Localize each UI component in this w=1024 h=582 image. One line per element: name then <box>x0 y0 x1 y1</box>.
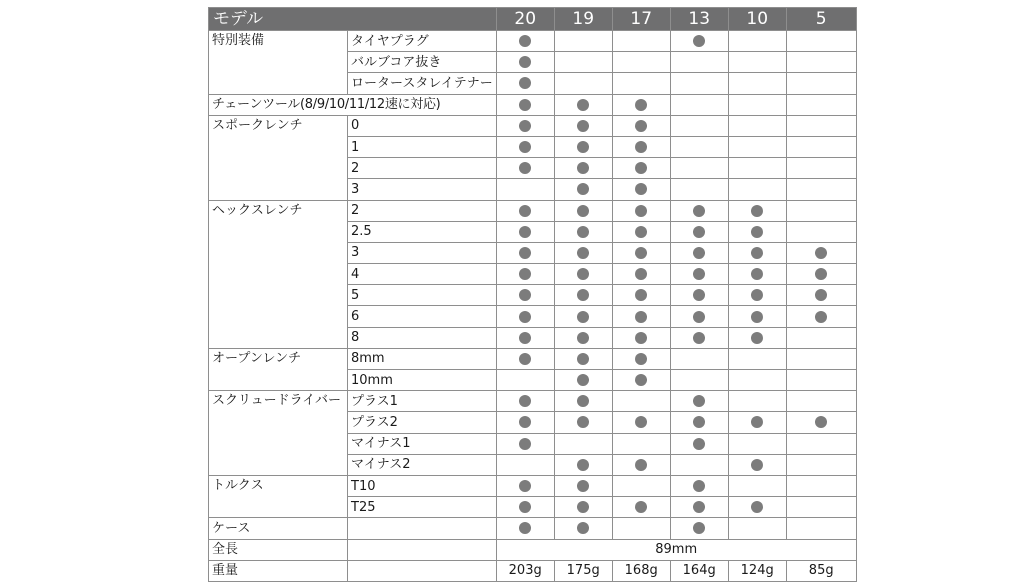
included-dot-icon <box>815 311 827 323</box>
model-cell-13 <box>670 179 728 200</box>
included-dot-icon <box>635 311 647 323</box>
model-cell-19 <box>554 31 612 52</box>
spec-row <box>209 115 857 136</box>
spec-table <box>208 7 857 582</box>
included-dot-icon <box>635 268 647 280</box>
included-dot-icon <box>635 183 647 195</box>
included-dot-icon <box>693 501 705 513</box>
included-dot-icon <box>751 289 763 301</box>
included-dot-icon <box>635 289 647 301</box>
included-dot-icon <box>693 332 705 344</box>
included-dot-icon <box>751 332 763 344</box>
included-dot-icon <box>519 77 531 89</box>
model-cell-10 <box>728 306 786 327</box>
included-dot-icon <box>693 480 705 492</box>
included-dot-icon <box>693 247 705 259</box>
model-cell-13 <box>670 200 728 221</box>
included-dot-icon <box>519 438 531 450</box>
model-cell-19 <box>554 94 612 115</box>
length-row <box>209 539 857 560</box>
model-20: 20 <box>496 8 554 31</box>
model-cell-19 <box>554 285 612 306</box>
subitem-label: 0 <box>348 115 497 136</box>
model-cell-13 <box>670 475 728 496</box>
model-cell-5 <box>786 179 856 200</box>
model-cell-20 <box>496 242 554 263</box>
model-cell-20 <box>496 475 554 496</box>
included-dot-icon <box>519 268 531 280</box>
included-dot-icon <box>815 247 827 259</box>
model-cell-10 <box>728 158 786 179</box>
included-dot-icon <box>519 501 531 513</box>
model-cell-13 <box>670 348 728 369</box>
included-dot-icon <box>815 268 827 280</box>
model-cell-20 <box>496 306 554 327</box>
included-dot-icon <box>577 162 589 174</box>
included-dot-icon <box>751 501 763 513</box>
included-dot-icon <box>635 247 647 259</box>
included-dot-icon <box>577 374 589 386</box>
model-cell-17 <box>612 454 670 475</box>
included-dot-icon <box>635 226 647 238</box>
model-cell-20 <box>496 348 554 369</box>
model-cell-20 <box>496 391 554 412</box>
model-cell-17 <box>612 412 670 433</box>
included-dot-icon <box>577 501 589 513</box>
model-cell-5 <box>786 52 856 73</box>
category-label: ケース <box>209 518 348 539</box>
model-cell-17 <box>612 348 670 369</box>
included-dot-icon <box>635 501 647 513</box>
model-cell-13 <box>670 242 728 263</box>
model-cell-17 <box>612 94 670 115</box>
model-cell-19 <box>554 475 612 496</box>
included-dot-icon <box>751 459 763 471</box>
subitem-label: 8mm <box>348 348 497 369</box>
model-cell-20 <box>496 221 554 242</box>
included-dot-icon <box>693 438 705 450</box>
category-label: チェーンツール(8/9/10/11/12速に対応) <box>209 94 497 115</box>
model-cell-5 <box>786 454 856 475</box>
model-cell-20 <box>496 327 554 348</box>
category-label: 特別装備 <box>209 31 348 95</box>
model-cell-20 <box>496 454 554 475</box>
included-dot-icon <box>693 416 705 428</box>
included-dot-icon <box>751 268 763 280</box>
model-cell-5 <box>786 264 856 285</box>
included-dot-icon <box>577 311 589 323</box>
model-cell-5 <box>786 433 856 454</box>
subitem-label: 3 <box>348 179 497 200</box>
model-cell-19 <box>554 454 612 475</box>
model-cell-19 <box>554 497 612 518</box>
model-cell-19 <box>554 348 612 369</box>
included-dot-icon <box>635 162 647 174</box>
included-dot-icon <box>577 353 589 365</box>
subitem-label: マイナス2 <box>348 454 497 475</box>
spec-row <box>209 94 857 115</box>
model-19: 19 <box>554 8 612 31</box>
model-cell-17 <box>612 242 670 263</box>
model-cell-5 <box>786 518 856 539</box>
included-dot-icon <box>635 374 647 386</box>
model-cell-13 <box>670 115 728 136</box>
model-cell-19 <box>554 179 612 200</box>
model-cell-10 <box>728 454 786 475</box>
model-cell-10 <box>728 136 786 157</box>
model-cell-19 <box>554 158 612 179</box>
model-cell-5 <box>786 94 856 115</box>
model-cell-13 <box>670 158 728 179</box>
included-dot-icon <box>519 353 531 365</box>
model-cell-13 <box>670 73 728 94</box>
model-cell-19 <box>554 242 612 263</box>
model-cell-20 <box>496 518 554 539</box>
model-cell-5 <box>786 475 856 496</box>
weight-10: 124g <box>728 560 786 581</box>
model-cell-13 <box>670 264 728 285</box>
model-cell-5 <box>786 200 856 221</box>
included-dot-icon <box>577 480 589 492</box>
model-cell-19 <box>554 52 612 73</box>
model-cell-17 <box>612 391 670 412</box>
included-dot-icon <box>635 99 647 111</box>
included-dot-icon <box>519 416 531 428</box>
model-cell-19 <box>554 518 612 539</box>
model-cell-5 <box>786 306 856 327</box>
included-dot-icon <box>577 459 589 471</box>
weight-17: 168g <box>612 560 670 581</box>
model-cell-13 <box>670 497 728 518</box>
model-cell-10 <box>728 412 786 433</box>
subitem-label: 2 <box>348 158 497 179</box>
model-cell-17 <box>612 327 670 348</box>
model-cell-17 <box>612 115 670 136</box>
included-dot-icon <box>693 35 705 47</box>
model-cell-20 <box>496 200 554 221</box>
included-dot-icon <box>693 289 705 301</box>
model-cell-5 <box>786 158 856 179</box>
included-dot-icon <box>519 395 531 407</box>
model-cell-19 <box>554 391 612 412</box>
subitem-label: 8 <box>348 327 497 348</box>
subitem-label: 6 <box>348 306 497 327</box>
spec-row <box>209 518 857 539</box>
model-cell-10 <box>728 327 786 348</box>
model-cell-17 <box>612 158 670 179</box>
included-dot-icon <box>635 205 647 217</box>
model-cell-20 <box>496 158 554 179</box>
model-13: 13 <box>670 8 728 31</box>
included-dot-icon <box>577 99 589 111</box>
model-cell-5 <box>786 285 856 306</box>
included-dot-icon <box>577 141 589 153</box>
included-dot-icon <box>519 99 531 111</box>
included-dot-icon <box>693 311 705 323</box>
subitem-label: 2.5 <box>348 221 497 242</box>
model-cell-5 <box>786 391 856 412</box>
model-cell-10 <box>728 348 786 369</box>
model-cell-5 <box>786 115 856 136</box>
model-cell-20 <box>496 31 554 52</box>
model-cell-5 <box>786 348 856 369</box>
header-model-label: モデル <box>209 8 497 31</box>
model-cell-10 <box>728 31 786 52</box>
model-cell-10 <box>728 179 786 200</box>
included-dot-icon <box>577 205 589 217</box>
subitem-label: 5 <box>348 285 497 306</box>
subitem-label: 3 <box>348 242 497 263</box>
included-dot-icon <box>519 247 531 259</box>
included-dot-icon <box>577 332 589 344</box>
included-dot-icon <box>519 522 531 534</box>
included-dot-icon <box>577 395 589 407</box>
included-dot-icon <box>577 522 589 534</box>
included-dot-icon <box>577 120 589 132</box>
included-dot-icon <box>751 311 763 323</box>
subitem-label: マイナス1 <box>348 433 497 454</box>
model-cell-10 <box>728 221 786 242</box>
model-cell-10 <box>728 391 786 412</box>
model-cell-5 <box>786 412 856 433</box>
model-cell-17 <box>612 221 670 242</box>
subitem-label: プラス1 <box>348 391 497 412</box>
included-dot-icon <box>519 480 531 492</box>
included-dot-icon <box>519 56 531 68</box>
model-cell-17 <box>612 264 670 285</box>
weight-5: 85g <box>786 560 856 581</box>
included-dot-icon <box>693 395 705 407</box>
model-cell-20 <box>496 433 554 454</box>
model-cell-13 <box>670 370 728 391</box>
model-cell-13 <box>670 94 728 115</box>
model-cell-5 <box>786 31 856 52</box>
subitem-label: タイヤプラグ <box>348 31 497 52</box>
model-5: 5 <box>786 8 856 31</box>
model-cell-20 <box>496 285 554 306</box>
included-dot-icon <box>635 332 647 344</box>
model-cell-13 <box>670 433 728 454</box>
model-cell-20 <box>496 179 554 200</box>
weight-20: 203g <box>496 560 554 581</box>
weight-row <box>209 560 857 581</box>
subitem-label: T25 <box>348 497 497 518</box>
spec-row <box>209 348 857 369</box>
model-cell-10 <box>728 200 786 221</box>
model-cell-20 <box>496 73 554 94</box>
subitem-label: 2 <box>348 200 497 221</box>
model-cell-10 <box>728 73 786 94</box>
included-dot-icon <box>519 226 531 238</box>
weight-label: 重量 <box>209 560 348 581</box>
model-cell-10 <box>728 497 786 518</box>
subitem-label: T10 <box>348 475 497 496</box>
included-dot-icon <box>519 162 531 174</box>
included-dot-icon <box>519 35 531 47</box>
model-cell-13 <box>670 454 728 475</box>
model-cell-17 <box>612 73 670 94</box>
model-cell-17 <box>612 497 670 518</box>
model-cell-5 <box>786 242 856 263</box>
included-dot-icon <box>693 205 705 217</box>
included-dot-icon <box>635 416 647 428</box>
model-cell-20 <box>496 370 554 391</box>
model-cell-20 <box>496 115 554 136</box>
spec-row <box>209 391 857 412</box>
subitem-label: 4 <box>348 264 497 285</box>
header-row <box>209 8 857 31</box>
model-cell-17 <box>612 285 670 306</box>
included-dot-icon <box>635 459 647 471</box>
included-dot-icon <box>577 268 589 280</box>
model-cell-20 <box>496 52 554 73</box>
model-cell-17 <box>612 136 670 157</box>
model-cell-20 <box>496 136 554 157</box>
model-cell-13 <box>670 327 728 348</box>
model-cell-13 <box>670 518 728 539</box>
model-cell-13 <box>670 285 728 306</box>
length-label: 全長 <box>209 539 348 560</box>
model-cell-17 <box>612 433 670 454</box>
included-dot-icon <box>519 289 531 301</box>
model-cell-10 <box>728 242 786 263</box>
model-cell-19 <box>554 370 612 391</box>
included-dot-icon <box>815 416 827 428</box>
model-cell-5 <box>786 221 856 242</box>
included-dot-icon <box>577 226 589 238</box>
model-cell-20 <box>496 94 554 115</box>
length-value: 89mm <box>496 539 856 560</box>
model-cell-19 <box>554 73 612 94</box>
model-cell-20 <box>496 412 554 433</box>
subitem-label: 1 <box>348 136 497 157</box>
model-cell-19 <box>554 115 612 136</box>
model-cell-13 <box>670 412 728 433</box>
model-cell-5 <box>786 497 856 518</box>
included-dot-icon <box>519 311 531 323</box>
model-cell-19 <box>554 136 612 157</box>
included-dot-icon <box>751 416 763 428</box>
subitem-blank <box>348 518 497 539</box>
included-dot-icon <box>635 120 647 132</box>
included-dot-icon <box>519 141 531 153</box>
model-cell-10 <box>728 518 786 539</box>
model-cell-5 <box>786 73 856 94</box>
included-dot-icon <box>693 268 705 280</box>
length-blank <box>348 539 497 560</box>
included-dot-icon <box>635 353 647 365</box>
model-cell-10 <box>728 370 786 391</box>
model-cell-13 <box>670 391 728 412</box>
model-cell-20 <box>496 497 554 518</box>
model-cell-19 <box>554 306 612 327</box>
subitem-label: 10mm <box>348 370 497 391</box>
model-17: 17 <box>612 8 670 31</box>
category-label: スクリュードライバー <box>209 391 348 476</box>
model-cell-10 <box>728 94 786 115</box>
model-cell-17 <box>612 370 670 391</box>
included-dot-icon <box>815 289 827 301</box>
category-label: トルクス <box>209 475 348 517</box>
included-dot-icon <box>519 120 531 132</box>
model-cell-13 <box>670 221 728 242</box>
included-dot-icon <box>693 522 705 534</box>
model-cell-19 <box>554 221 612 242</box>
model-cell-10 <box>728 52 786 73</box>
weight-19: 175g <box>554 560 612 581</box>
spec-row <box>209 31 857 52</box>
included-dot-icon <box>751 226 763 238</box>
model-cell-19 <box>554 264 612 285</box>
model-cell-17 <box>612 52 670 73</box>
included-dot-icon <box>577 183 589 195</box>
included-dot-icon <box>577 247 589 259</box>
model-cell-20 <box>496 264 554 285</box>
subitem-label: バルブコア抜き <box>348 52 497 73</box>
weight-blank <box>348 560 497 581</box>
model-cell-17 <box>612 306 670 327</box>
spec-row <box>209 200 857 221</box>
included-dot-icon <box>751 247 763 259</box>
model-cell-10 <box>728 285 786 306</box>
model-cell-13 <box>670 31 728 52</box>
included-dot-icon <box>519 332 531 344</box>
model-cell-10 <box>728 475 786 496</box>
model-cell-5 <box>786 370 856 391</box>
spec-row <box>209 475 857 496</box>
included-dot-icon <box>519 205 531 217</box>
model-cell-19 <box>554 200 612 221</box>
category-label: オープンレンチ <box>209 348 348 390</box>
model-cell-19 <box>554 433 612 454</box>
model-cell-10 <box>728 264 786 285</box>
category-label: ヘックスレンチ <box>209 200 348 348</box>
included-dot-icon <box>577 289 589 301</box>
included-dot-icon <box>635 141 647 153</box>
model-cell-10 <box>728 115 786 136</box>
model-cell-17 <box>612 200 670 221</box>
included-dot-icon <box>577 416 589 428</box>
model-cell-17 <box>612 518 670 539</box>
model-cell-10 <box>728 433 786 454</box>
model-cell-17 <box>612 179 670 200</box>
model-cell-13 <box>670 52 728 73</box>
model-cell-17 <box>612 475 670 496</box>
model-cell-13 <box>670 306 728 327</box>
category-label: スポークレンチ <box>209 115 348 200</box>
included-dot-icon <box>751 205 763 217</box>
subitem-label: ロータースタレイテナー <box>348 73 497 94</box>
model-cell-13 <box>670 136 728 157</box>
model-cell-5 <box>786 327 856 348</box>
model-cell-19 <box>554 327 612 348</box>
weight-13: 164g <box>670 560 728 581</box>
included-dot-icon <box>693 226 705 238</box>
model-cell-17 <box>612 31 670 52</box>
model-cell-19 <box>554 412 612 433</box>
model-10: 10 <box>728 8 786 31</box>
model-cell-5 <box>786 136 856 157</box>
subitem-label: プラス2 <box>348 412 497 433</box>
